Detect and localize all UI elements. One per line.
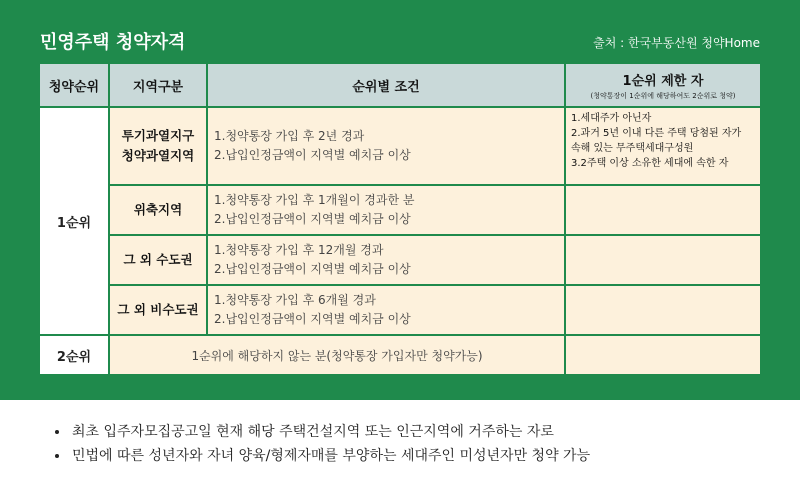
header-limit-label: 1순위 제한 자 [622, 73, 704, 89]
table-row [40, 236, 760, 284]
region-label: 청약과열지역 [121, 148, 195, 163]
rank2-cell: 2순위 [40, 336, 108, 374]
limit-item: 2.과거 5년 이내 다른 주택 당첨된 자가 [571, 128, 742, 139]
header-region: 지역구분 [110, 64, 206, 106]
limit-empty-cell [566, 336, 760, 374]
list-item: • 최초 입주자모집공고일 현재 해당 주택건설지역 또는 인근지역에 거주하는 자로 [70, 420, 590, 444]
condition-line: 2.납입인정금액이 지역별 예치금 이상 [214, 262, 411, 276]
limit-empty-cell [566, 286, 760, 334]
condition-cell [208, 236, 564, 284]
limit-empty-cell [566, 236, 760, 284]
page-title: 민영주택 청약자격 [40, 32, 186, 53]
condition-line: 2.납입인정금액이 지역별 예치금 이상 [214, 148, 411, 162]
list-item: • 민법에 따른 성년자와 자녀 양육/형제자매를 부양하는 세대주인 미성년자만 청약 가능 [70, 444, 590, 468]
region-label: 그 외 수도권 [123, 252, 193, 267]
condition-line: 2.납입인정금액이 지역별 예치금 이상 [214, 212, 411, 226]
table-header-row [40, 64, 760, 106]
condition-line: 1.청약통장 가입 후 1개월이 경과한 분 [214, 193, 415, 207]
region-label: 투기과열지구 [121, 128, 195, 143]
region-cell [110, 236, 206, 284]
limit-item: 속해 있는 무주택세대구성원 [571, 143, 694, 154]
region-cell [110, 186, 206, 234]
table-row [40, 336, 760, 374]
condition-line: 1.청약통장 가입 후 6개월 경과 [214, 293, 376, 307]
header-limit [566, 64, 760, 106]
eligibility-table [38, 62, 762, 376]
condition-cell [208, 286, 564, 334]
header-limit-note: (청약통장이 1순위에 해당하여도 2순위로 청약) [590, 91, 736, 100]
notes-list [40, 420, 590, 468]
condition-line: 1.청약통장 가입 후 2년 경과 [214, 129, 365, 143]
rank1-cell: 1순위 [40, 108, 108, 334]
condition-line: 2.납입인정금액이 지역별 예치금 이상 [214, 312, 411, 326]
limit-item: 3.2주택 이상 소유한 세대에 속한 자 [571, 158, 729, 169]
header-condition: 순위별 조건 [208, 64, 564, 106]
table-row [40, 108, 760, 184]
table-row [40, 286, 760, 334]
region-label: 그 외 비수도권 [117, 302, 199, 317]
condition-cell [208, 108, 564, 184]
condition-line: 1.청약통장 가입 후 12개월 경과 [214, 243, 384, 257]
limit-item: 1.세대주가 아닌자 [571, 113, 652, 124]
limit-cell [566, 108, 760, 184]
header-rank: 청약순위 [40, 64, 108, 106]
limit-empty-cell [566, 186, 760, 234]
region-label: 위축지역 [133, 202, 183, 217]
rank2-condition-cell: 1순위에 해당하지 않는 분(청약통장 가입자만 청약가능) [110, 336, 564, 374]
condition-cell [208, 186, 564, 234]
region-cell [110, 286, 206, 334]
source-caption: 출처 : 한국부동산원 청약Home [593, 36, 760, 50]
region-cell [110, 108, 206, 184]
table-row [40, 186, 760, 234]
